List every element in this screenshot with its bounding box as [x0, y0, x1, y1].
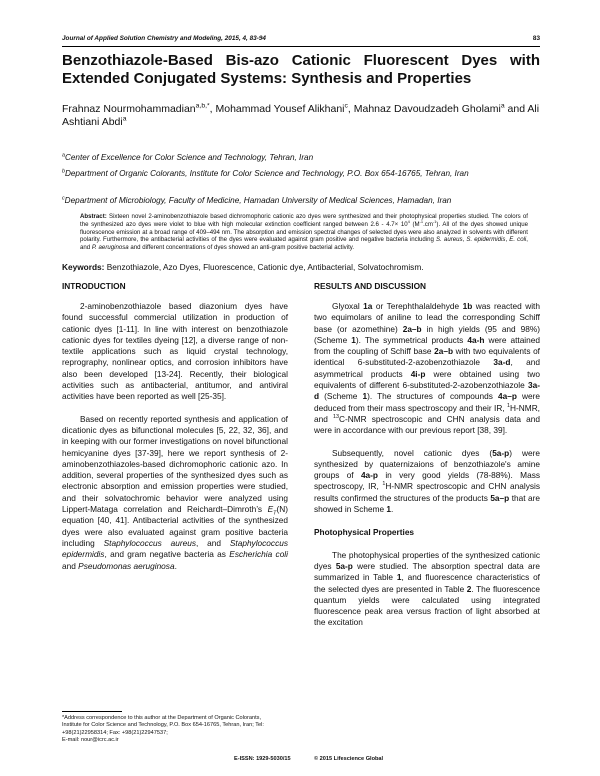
affiliation-b [62, 169, 540, 180]
affiliation-marker: b [62, 168, 65, 175]
affiliation-marker: c [62, 195, 65, 202]
right-column [314, 301, 540, 629]
affiliation-text: Department of Organic Colorants, Institute for Color Science and Technology, P.O. Box 654-16765, Tehran, Iran [64, 169, 469, 178]
author-name: , Mahnaz Davoudzadeh Gholami [347, 103, 501, 115]
author-superscript: a [500, 102, 505, 110]
abstract-label: Abstract: [80, 213, 107, 220]
keywords-text: Benzothiazole, Azo Dyes, Fluorescence, Cationic dye, Antibacterial, Solvatochromism. [104, 262, 424, 272]
title-line-1: Benzothiazole-Based Bis-azo Cationic Fluorescent Dyes with [62, 52, 540, 69]
section-heading-results: RESULTS AND DISCUSSION [314, 281, 427, 291]
paragraph: Glyoxal 1a or Terephthalaldehyde 1b was reacted with two equimolars of aniline to lead the corresponding Schiff base (or azomethine) 2a–b in high yields (95 and 98%) (Scheme 1). The symmetrical products 4a-h were attained from the coupling of Schiff base 2a–b with two equivalents of identical 6-substituted-2-azobenzothiazole 3a-d, and asymmetrical products 4i-p were obtained using two equivalents of different 6-substituted-2-azobenzothiazole 3a-d (Scheme 1). The structures of compounds 4a–p were deduced from their mass spectroscopy and their IR, $^1$H-NMR, and $^{13}$C-NMR spectroscopic and CHN analysis data and were in accordance with our previous report [38, 39]. [314, 301, 540, 436]
affiliation-text: Center of Excellence for Color Science and Technology, Tehran, Iran [64, 153, 314, 162]
author-superscript: a [122, 115, 127, 123]
paragraph: Based on recently reported synthesis and application of dicationic dyes as bifunctional molecules [5, 22, 32, 36], and in keeping with our former investigations on novel bifunctional hemicyanine dyes [37-39], here we report synthesis of 2-aminobenzothiazoles-based dichromophoric cationic azo. In addition, several properties of the synthesized dyes such as electronic absorption and emission properties were studied, and their solvatochromic behavior were analyzed using Lippert-Mataga correlation and Reichardt–Dimroth’s $E_T(N)$ equation [40, 41]. Antibacterial activities of the synthesized dyes were also evaluated against gram positive bacteria including Staphylococcus aureus, and Staphylococcus epidermidis, and gram negative bacteria as Escherichia coli and Pseudomonas aeruginosa. [62, 413, 288, 571]
footnote-rule [62, 711, 122, 712]
abstract: Abstract: Sixteen novel 2-aminobenzothiazole based dichromophoric cationic azo dyes were synthesized and their photophysical properties studied. The colors of the synthesized azo dyes were violet to blue with high molecular extinction coefficient ranged between $2.6 - 4.7\times 10^4$ $(M^{-1}.cm^{-1})$. All of the dyes showed unique fluorescence emission at a broad range of 409–494 nm. The absorption and emission spectral changes of selected dyes were also analyzed in solvents with different polarity. Furthermore, the antibacterial activities of the dyes were evaluated against gram positive and negative bacteria including S. aureus, S. epidermidis, E. coli, and P. aeruginosa and different concentrations of dyes showed an anti-gram positive bacterial activity. [80, 213, 528, 252]
footer-copyright: © 2015 Lifescience Global [314, 756, 384, 762]
page-number: 83 [532, 35, 540, 42]
correspondence-footnote [62, 715, 282, 745]
footer-issn: E-ISSN: 1929-5030/15 [234, 756, 291, 762]
affiliation-text: Department of Microbiology, Faculty of Medicine, Hamadan University of Medical Sciences, Hamadan, Iran [64, 196, 452, 205]
left-column [62, 301, 288, 572]
title-line-2: Extended Conjugated Systems: Synthesis and Properties [62, 70, 472, 87]
keywords [62, 262, 540, 272]
author-name: , Mohammad Yousef Alikhani [209, 103, 345, 115]
affiliation-marker: a [62, 152, 65, 159]
footnote-email: E-mail: nour@icrc.ac.ir [62, 737, 119, 744]
affiliation-a [62, 153, 540, 164]
paragraph: Subsequently, novel cationic dyes (5a-p) were synthesized by quaternizaions of benzothiazole's amine groups of 4a-p in very good yields (78-88%). Mass spectroscopy, IR, $^1$H-NMR spectroscopic and CHN analysis results confirmed the structures of the products 5a–p that are showed in Scheme 1. [314, 447, 540, 515]
paragraph: 2-aminobenzothiazole based diazonium dyes have found successful commercial utilization in production of cationic dyes [1-11]. In line with interest on benzothiazole cationic dyes for textiles dyeing [12], a diverse range of non-textile applications such as liquid crystal technology, reprography, nonlinear optics, and corrosion inhibitors have also been developed [13-24]. Recently, their biological activities such as antibacterial, antitumor, and antiviral activities have been reported as well [25-35]. [62, 301, 288, 402]
footnote-text: *Address correspondence to this author at the Department of Organic Colorants, Institute for Color Science and Technology, P.O. Box 654-16765, Tehran, Iran; Tel: +98(21)22958314; Fax: +98(21)22947537; [62, 715, 264, 736]
paragraph: The photophysical properties of the synthesized cationic dyes 5a-p were studied. The absorption spectral data are summarized in Table 1, and fluorescence characteristics of the selected dyes are presented in Table 2. The fluorescence quantum yields were calculated using integrated fluorescence peak area versus fraction of light absorbed at the excitation [314, 549, 540, 628]
header-rule [62, 46, 540, 47]
author-name: and Ali Ashtiani Abdi [62, 103, 540, 128]
affiliation-c [62, 196, 540, 207]
article-title [62, 52, 540, 88]
journal-citation: Journal of Applied Solution Chemistry and Modeling, 2015, 4, 83-94 [62, 35, 266, 42]
journal-header [62, 35, 540, 42]
keywords-label: Keywords: [62, 262, 105, 272]
author-superscript: a,b,* [195, 102, 210, 110]
author-superscript: c [344, 102, 348, 110]
section-heading-photophysical: Photophysical Properties [314, 527, 415, 538]
author-list [62, 103, 540, 129]
section-heading-introduction: INTRODUCTION [62, 281, 126, 291]
author-name: Frahnaz Nourmohammadian [62, 103, 196, 115]
